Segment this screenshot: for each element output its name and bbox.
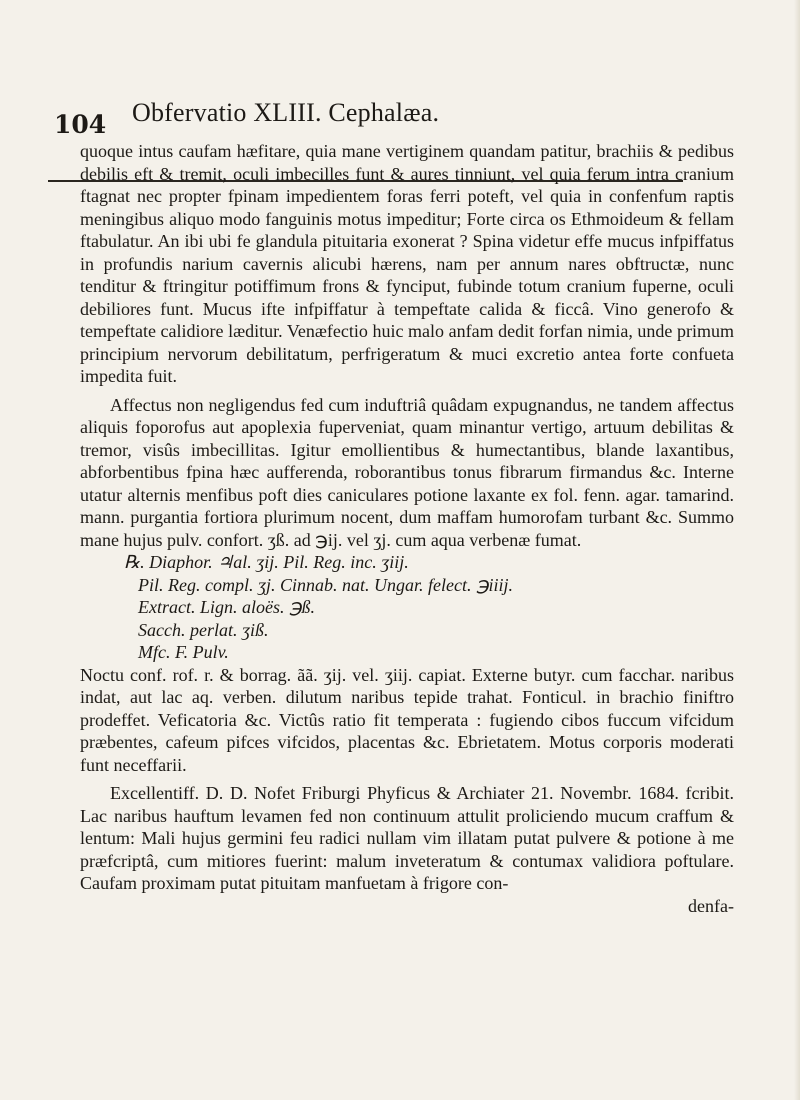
- page-body: [80, 140, 734, 917]
- prescription-block: [80, 551, 734, 664]
- prescription-line: Sacch. perlat. ʒiß.: [138, 619, 269, 640]
- prescription-line: Mfc. F. Pulv.: [138, 642, 229, 662]
- page-header: [48, 62, 688, 139]
- paragraph-2: Affectus non negligendus fed cum induftriâ quâdam expugnandus, ne tandem affectus aliquis foporofus aut apoplexia fuperveniat, quam minantur vertigo, artuum debilitas & tremor, visûs imbecillitas. Igitur emollientibus & humectantibus, blande laxantibus, abforbentibus fpina hæc aufferenda, roborantibus tonus fibrarum firmandus &c. Interne utatur alternis menfibus poft dies caniculares potione laxante ex fol. fenn. agar. tamarind. mann. purgantia fortiora plurimum nocent, dum maffam humorofam turbant &c. Summo mane hujus pulv. confort. ʒß. ad ℈ij. vel ʒj. cum aqua verbenæ fumat.: [80, 394, 734, 550]
- paragraph-1: quoque intus caufam hæfitare, quia mane vertiginem quandam patitur, brachiis & pedibus debilis eft & tremit, oculi imbecilles funt & aures tinniunt, vel quia ferum intra cranium ftagnat nec propter fpinam impedientem foras ferri poteft, vel quia in confenfum raptis meningibus aliquo modo fanguinis motus impeditur; Forte circa os Ethmoideum & fellam ftabulatur. An ibi ubi fe glandula pituitaria exonerat ? Spina videtur effe mucus infpiffatus in profundis narium cavernis alicubi hærens, nam per annum nares obftructæ, nunc tenditur & ftringitur potiffimum frons & fynciput, fubinde totum cranium fuperne, oculi debiliores funt. Mucus ifte infpiffatur à tempeftate calida & ficcâ. Vino generofo & tempeftate calidiore læditur. Venæfectio huic malo anfam dedit forfan nimia, unde primum principium nervorum debilitatum, perfrigeratum & muci excretio antea forte confueta impedita fuit.: [80, 141, 734, 386]
- prescription-line: ℞. Diaphor. ♃al. ʒij. Pil. Reg. inc. ʒiij.: [124, 552, 409, 572]
- prescription-line: Pil. Reg. compl. ʒj. Cinnab. nat. Ungar. felect. ℈iiij.: [138, 574, 514, 595]
- catchword: denfa-: [688, 895, 734, 916]
- page-edge: [794, 0, 800, 1100]
- running-head: Obfervatio XLIII. Cephalæa.: [132, 98, 440, 127]
- page-number: 104: [54, 110, 107, 139]
- prescription-line: Extract. Lign. aloës. ℈ß.: [138, 597, 316, 617]
- paragraph-3: Noctu conf. rof. r. & borrag. ãã. ʒij. vel. ʒiij. capiat. Externe butyr. cum facchar. naribus indat, aut lac aq. verben. dilutum naribus tepide trahat. Fonticul. in brachio finiftro prodeffet. Veficatoria &c. Victûs ratio fit temperata : fugiendo cibos fuccum vifcidum præbentes, cafeum pifces vifcidos, placentas &c. Ebrietatem. Motus corporis moderati funt neceffarii.: [80, 664, 734, 775]
- paragraph-4: Excellentiff. D. D. Nofet Friburgi Phyficus & Archiater 21. Novembr. 1684. fcribit. Lac naribus hauftum levamen fed non continuum attulit proliciendo mucum craffum & lentum: Mali hujus germini feu radici nullam vim illatam putat pulvere & potione à me præfcriptâ, cum mitiores fuerint: malum inveteratum & contumax validiora poftulare. Caufam proximam putat pituitam manfuetam à frigore con-: [80, 783, 734, 893]
